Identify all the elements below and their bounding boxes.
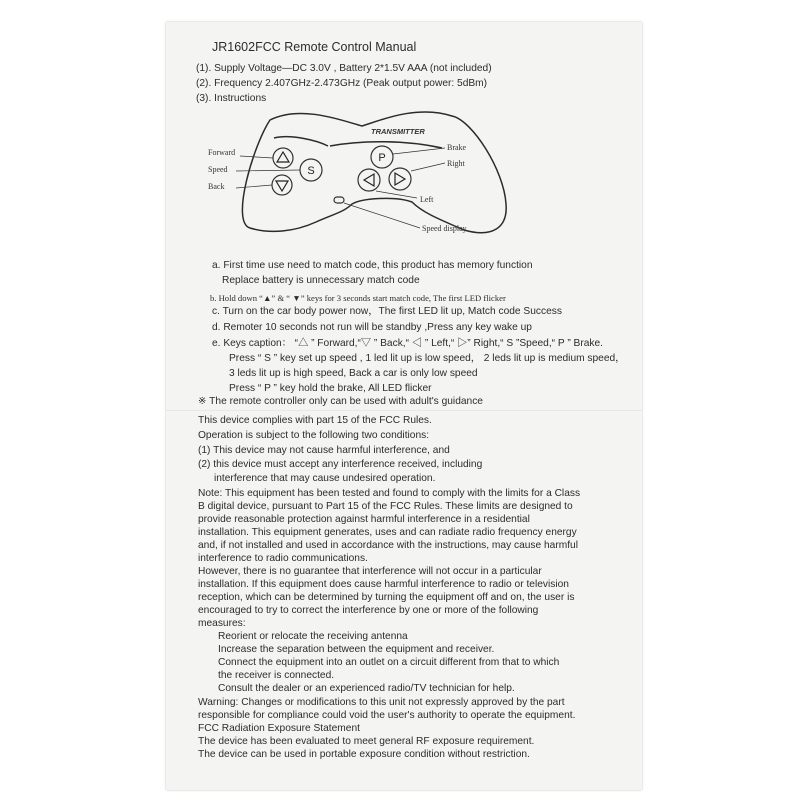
- step-a-note: Replace battery is unnecessary match code: [222, 275, 420, 286]
- back-label: Back: [208, 182, 225, 191]
- rf-exposure-line-2: The device can be used in portable exposure condition without restriction.: [198, 749, 530, 760]
- measure-2: Increase the separation between the equipment and receiver.: [218, 644, 495, 655]
- step-e-speed-cont: 3 leds lit up is high speed, Back a car is only low speed: [229, 368, 478, 379]
- note-line-7: However, there is no guarantee that interference will not occur in a particular: [198, 566, 542, 577]
- step-d: d. Remoter 10 seconds not run will be standby ,Press any key wake up: [212, 322, 532, 333]
- note-line-8: installation. If this equipment does cause harmful interference to radio or television: [198, 579, 569, 590]
- adult-guidance-note: ※ The remote controller only can be used with adult's guidance: [198, 396, 483, 407]
- note-line-11: measures:: [198, 618, 246, 629]
- measure-1: Reorient or relocate the receiving antenna: [218, 631, 408, 642]
- supply-voltage-line: (1). Supply Voltage—DC 3.0V , Battery 2*1.5V AAA (not included): [196, 63, 492, 74]
- measure-3-cont: the receiver is connected.: [218, 670, 335, 681]
- fold-line: [166, 410, 642, 411]
- note-line-2: B digital device, pursuant to Part 15 of the FCC Rules. These limits are designed to: [198, 501, 573, 512]
- manual-title: JR1602FCC Remote Control Manual: [212, 40, 417, 54]
- manual-sheet: [166, 22, 642, 790]
- step-e: e. Keys caption： “△ ” Forward,“▽ ” Back,“ ◁ ” Left,“ ▷” Right,“ S ”Speed,“ P ” Brake.: [212, 338, 604, 349]
- measure-4: Consult the dealer or an experienced radio/TV technician for help.: [218, 683, 515, 694]
- forward-label: Forward: [208, 148, 236, 157]
- step-e-speed: Press “ S ” key set up speed , 1 led lit up is low speed， 2 leds lit up is medium speed，: [229, 353, 626, 364]
- speed-display-label: Speed display: [422, 224, 467, 233]
- measure-3: Connect the equipment into an outlet on a circuit different from that to which: [218, 657, 560, 668]
- note-line-9: reception, which can be determined by turning the equipment off and on, the user is: [198, 592, 575, 603]
- note-line-3: provide reasonable protection against harmful interference in a residential: [198, 514, 530, 525]
- note-line-4: installation. This equipment generates, uses and can radiate radio frequency energy: [198, 527, 577, 538]
- speed-display-indicator: [334, 197, 344, 203]
- speed-key-label: S: [307, 165, 315, 177]
- fcc-line-1: This device complies with part 15 of the FCC Rules.: [198, 415, 432, 426]
- step-e-brake: Press “ P ” key hold the brake, All LED flicker: [229, 383, 432, 394]
- note-line-5: and, if not installed and used in accordance with the instructions, may cause harmful: [198, 540, 578, 551]
- fcc-line-2: Operation is subject to the following two conditions:: [198, 430, 430, 441]
- note-line-6: interference to radio communications.: [198, 553, 368, 564]
- fcc-line-3: (1) This device may not cause harmful interference, and: [198, 445, 450, 456]
- fcc-line-5: interference that may cause undesired operation.: [214, 473, 436, 484]
- rf-exposure-heading: FCC Radiation Exposure Statement: [198, 723, 360, 734]
- right-key-icon: [395, 173, 405, 185]
- brake-key-label: P: [378, 152, 386, 164]
- fcc-line-4: (2) this device must accept any interference received, including: [198, 459, 483, 470]
- note-line-10: encouraged to try to correct the interference by one or more of the following: [198, 605, 539, 616]
- step-b: b. Hold down “▲” & “ ▼” keys for 3 seconds start match code, The first LED flicker: [210, 293, 506, 303]
- right-label: Right: [447, 159, 465, 168]
- transmitter-label: TRANSMITTER: [371, 127, 425, 136]
- left-key-icon: [364, 174, 374, 186]
- back-key-icon: [276, 181, 288, 191]
- step-c: c. Turn on the car body power now，The first LED lit up, Match code Success: [212, 306, 562, 317]
- note-line-1: Note: This equipment has been tested and found to comply with the limits for a Class: [198, 488, 581, 499]
- transmitter-diagram: [166, 22, 642, 262]
- speed-label: Speed: [208, 165, 228, 174]
- warning-line-1: Warning: Changes or modifications to this unit not expressly approved by the part: [198, 697, 565, 708]
- instructions-heading: (3). Instructions: [196, 93, 267, 104]
- left-label: Left: [420, 195, 434, 204]
- brake-label: Brake: [447, 143, 467, 152]
- rf-exposure-line-1: The device has been evaluated to meet general RF exposure requirement.: [198, 736, 535, 747]
- warning-line-2: responsible for compliance could void the user's authority to operate the equipment.: [198, 710, 576, 721]
- frequency-line: (2). Frequency 2.407GHz-2.473GHz (Peak output power: 5dBm): [196, 78, 488, 89]
- step-a: a. First time use need to match code, this product has memory function: [212, 260, 533, 271]
- forward-key-icon: [277, 152, 289, 162]
